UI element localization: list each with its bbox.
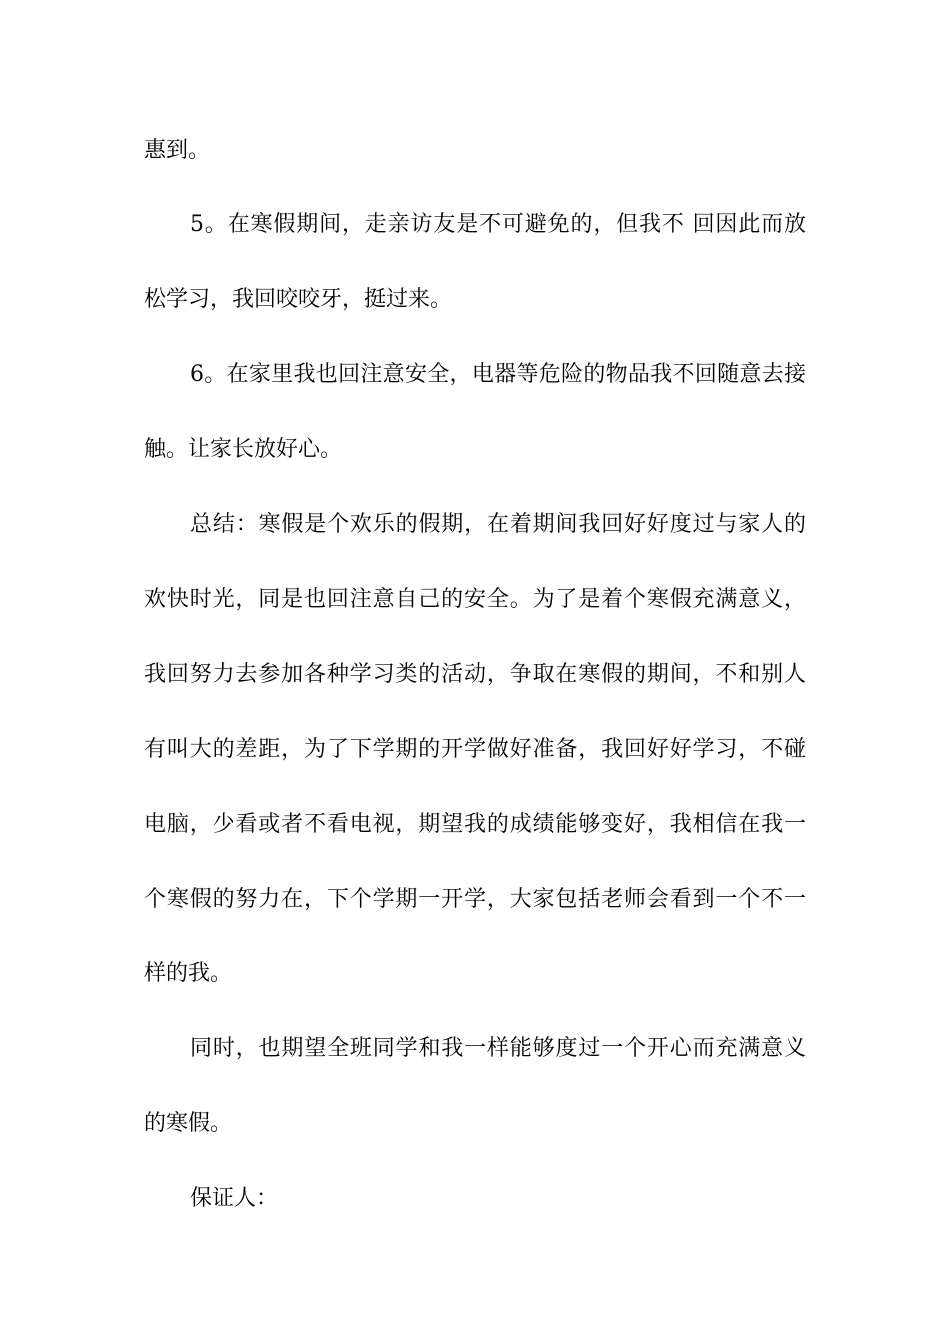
text-line: 个寒假的努力在，下个学期一开学，大家包括老师会看到一个不一 (144, 887, 806, 912)
text-line: 电脑，少看或者不看电视，期望我的成绩能够变好，我相信在我一 (144, 812, 806, 837)
text-line: 的寒假。 (144, 1111, 233, 1136)
text-line: 样的我。 (144, 961, 233, 986)
text-line: 有叫大的差距，为了下学期的开学做好准备，我回好好学习，不碰 (144, 737, 806, 762)
text-line: 我回努力去参加各种学习类的活动，争取在寒假的期间，不和别人 (144, 662, 806, 687)
text-line: 总结：寒假是个欢乐的假期，在着期间我回好好度过与家人的 (190, 512, 806, 537)
text-line: 6。在家里我也回注意安全，电器等危险的物品我不回随意去接 (190, 362, 806, 387)
signature-label: 保证人： (190, 1186, 279, 1211)
text-line: 触。让家长放好心。 (144, 437, 343, 462)
text-line: 欢快时光，同是也回注意自己的安全。为了是着个寒假充满意义， (144, 587, 806, 612)
text-line: 惠到。 (144, 138, 211, 163)
text-line: 5。在寒假期间，走亲访友是不可避免的，但我不 回因此而放 (190, 212, 806, 237)
text-line: 松学习，我回咬咬牙，挺过来。 (144, 287, 453, 312)
text-line: 同时，也期望全班同学和我一样能够度过一个开心而充满意义 (190, 1036, 806, 1061)
